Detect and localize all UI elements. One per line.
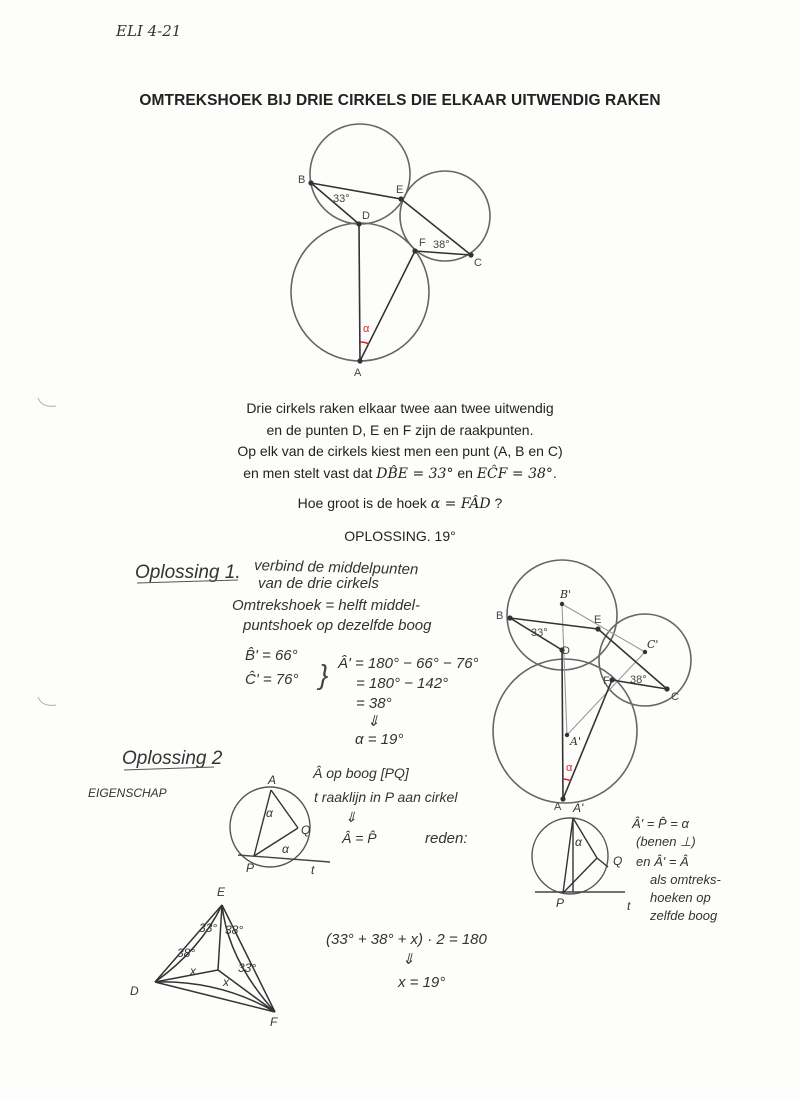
solution1-b-prime: B̂' = 66° bbox=[245, 647, 298, 664]
fig3-alpha: α bbox=[575, 835, 582, 849]
solution1-rule-1: Omtrekshoek = helft middel- bbox=[232, 597, 420, 614]
label-f: F bbox=[419, 237, 426, 249]
tri-label-f: F bbox=[270, 1015, 278, 1029]
label-e: E bbox=[396, 184, 404, 196]
question: Hoe groot is de hoek α = FÂD ? bbox=[297, 495, 503, 512]
angle-label-b: 33° bbox=[333, 193, 350, 205]
solution2-note-3: Â = P̂ bbox=[342, 830, 377, 846]
fig1-label-d: D bbox=[562, 645, 570, 657]
reason-line-2: (benen ⊥) bbox=[636, 834, 696, 849]
equation-arrow: ⇓ bbox=[402, 951, 415, 968]
fig1-label-b: B bbox=[496, 610, 504, 622]
label-b: B bbox=[298, 174, 306, 186]
fig1-label-a: A bbox=[554, 801, 562, 813]
fig3-label-q: Q bbox=[613, 854, 623, 868]
solution1-intro-2: van de drie cirkels bbox=[258, 575, 379, 592]
fig2-alpha-2: α bbox=[282, 842, 289, 856]
solution2-arrow: ⇓ bbox=[345, 809, 357, 825]
tri-label-e: E bbox=[217, 885, 226, 899]
solution2-property: EIGENSCHAP bbox=[88, 786, 167, 800]
reason-line-3: en Â' = Â bbox=[636, 854, 689, 869]
label-a: A bbox=[354, 367, 362, 379]
solution1-step-2: = 180° − 142° bbox=[356, 675, 449, 692]
solution1-arrow: ⇓ bbox=[367, 713, 380, 730]
label-d: D bbox=[362, 210, 370, 222]
reason-line-5: hoeken op bbox=[650, 890, 711, 905]
tri-angle-4: 33° bbox=[238, 961, 257, 975]
fig3-label-t: t bbox=[627, 899, 631, 913]
statement-line-2: en de punten D, E en F zijn de raakpunten. bbox=[266, 421, 534, 438]
solution1-c-prime: Ĉ' = 76° bbox=[245, 671, 299, 688]
statement-line-4: en men stelt vast dat DB̂E = 33° en EĈF = 38°. bbox=[243, 464, 557, 482]
tri-label-d: D bbox=[130, 984, 139, 998]
svg-text:}: } bbox=[319, 659, 329, 690]
math-angle-ecf: EĈF = 38° bbox=[476, 465, 553, 482]
fig2-label-t: t bbox=[311, 863, 315, 877]
solution2-heading: Oplossing 2 bbox=[122, 748, 223, 769]
statement-line-3: Op elk van de cirkels kiest men een punt (A, B en C) bbox=[237, 443, 563, 459]
angle-label-c: 38° bbox=[433, 239, 450, 251]
tri-angle-3: 38° bbox=[177, 946, 196, 960]
fig2-label-p: P bbox=[246, 861, 255, 875]
solution1-intro-1: verbind de middelpunten bbox=[253, 557, 419, 579]
tri-angle-2: 38° bbox=[225, 923, 244, 937]
page-title: OMTREKSHOEK BIJ DRIE CIRKELS DIE ELKAAR UITWENDIG RAKEN bbox=[139, 92, 661, 109]
fig1-label-a-prime: A' bbox=[570, 735, 581, 748]
page-reference: ELI 4-21 bbox=[116, 22, 182, 40]
solution1-step-3: = 38° bbox=[356, 695, 392, 712]
fig3-label-p: P bbox=[556, 896, 565, 910]
solution2-reason: reden: bbox=[425, 830, 468, 847]
statement-line-1: Drie cirkels raken elkaar twee aan twee uitwendig bbox=[246, 400, 554, 416]
reason-line-1: Â' = P̂ = α bbox=[632, 816, 689, 831]
solution1-heading: Oplossing 1. bbox=[135, 562, 241, 583]
angle-label-alpha: α bbox=[363, 323, 370, 335]
tri-angle-1: 33° bbox=[199, 921, 218, 935]
solution1-result: α = 19° bbox=[355, 731, 404, 748]
fig1-label-c-prime: C' bbox=[647, 638, 659, 651]
math-angle-dbe: DB̂E = 33° bbox=[376, 465, 454, 482]
fig2-alpha-1: α bbox=[266, 806, 273, 820]
math-alpha: α = FÂD bbox=[430, 496, 491, 512]
fig1-angle-b: 33° bbox=[531, 627, 548, 639]
equation-result: x = 19° bbox=[398, 974, 446, 991]
tri-angle-5: x bbox=[190, 964, 196, 978]
solution2-note-1: Â op boog [PQ] bbox=[313, 765, 409, 781]
tri-angle-6: x bbox=[223, 975, 229, 989]
reason-line-6: zelfde boog bbox=[650, 908, 718, 923]
fig1-alpha: α bbox=[566, 762, 573, 774]
fig1-label-e: E bbox=[594, 614, 602, 626]
label-c: C bbox=[474, 257, 482, 269]
fig2-label-q: Q bbox=[301, 823, 311, 837]
equation: (33° + 38° + x) · 2 = 180 bbox=[326, 931, 487, 948]
answer: OPLOSSING. 19° bbox=[344, 528, 456, 544]
fig1-label-f: F bbox=[603, 675, 610, 687]
solution1-rule-2: puntshoek op dezelfde boog bbox=[243, 617, 432, 634]
reason-line-4: als omtreks- bbox=[650, 872, 721, 887]
solution2-note-2: t raaklijn in P aan cirkel bbox=[314, 789, 458, 805]
fig1-label-b-prime: B' bbox=[560, 588, 572, 601]
fig3-label-a-prime: A' bbox=[573, 801, 584, 815]
fig1-label-c: C bbox=[671, 691, 679, 703]
fig1-angle-c: 38° bbox=[630, 674, 647, 686]
solution1-step-1: Â' = 180° − 66° − 76° bbox=[338, 655, 479, 672]
fig2-label-a: A bbox=[268, 773, 277, 787]
